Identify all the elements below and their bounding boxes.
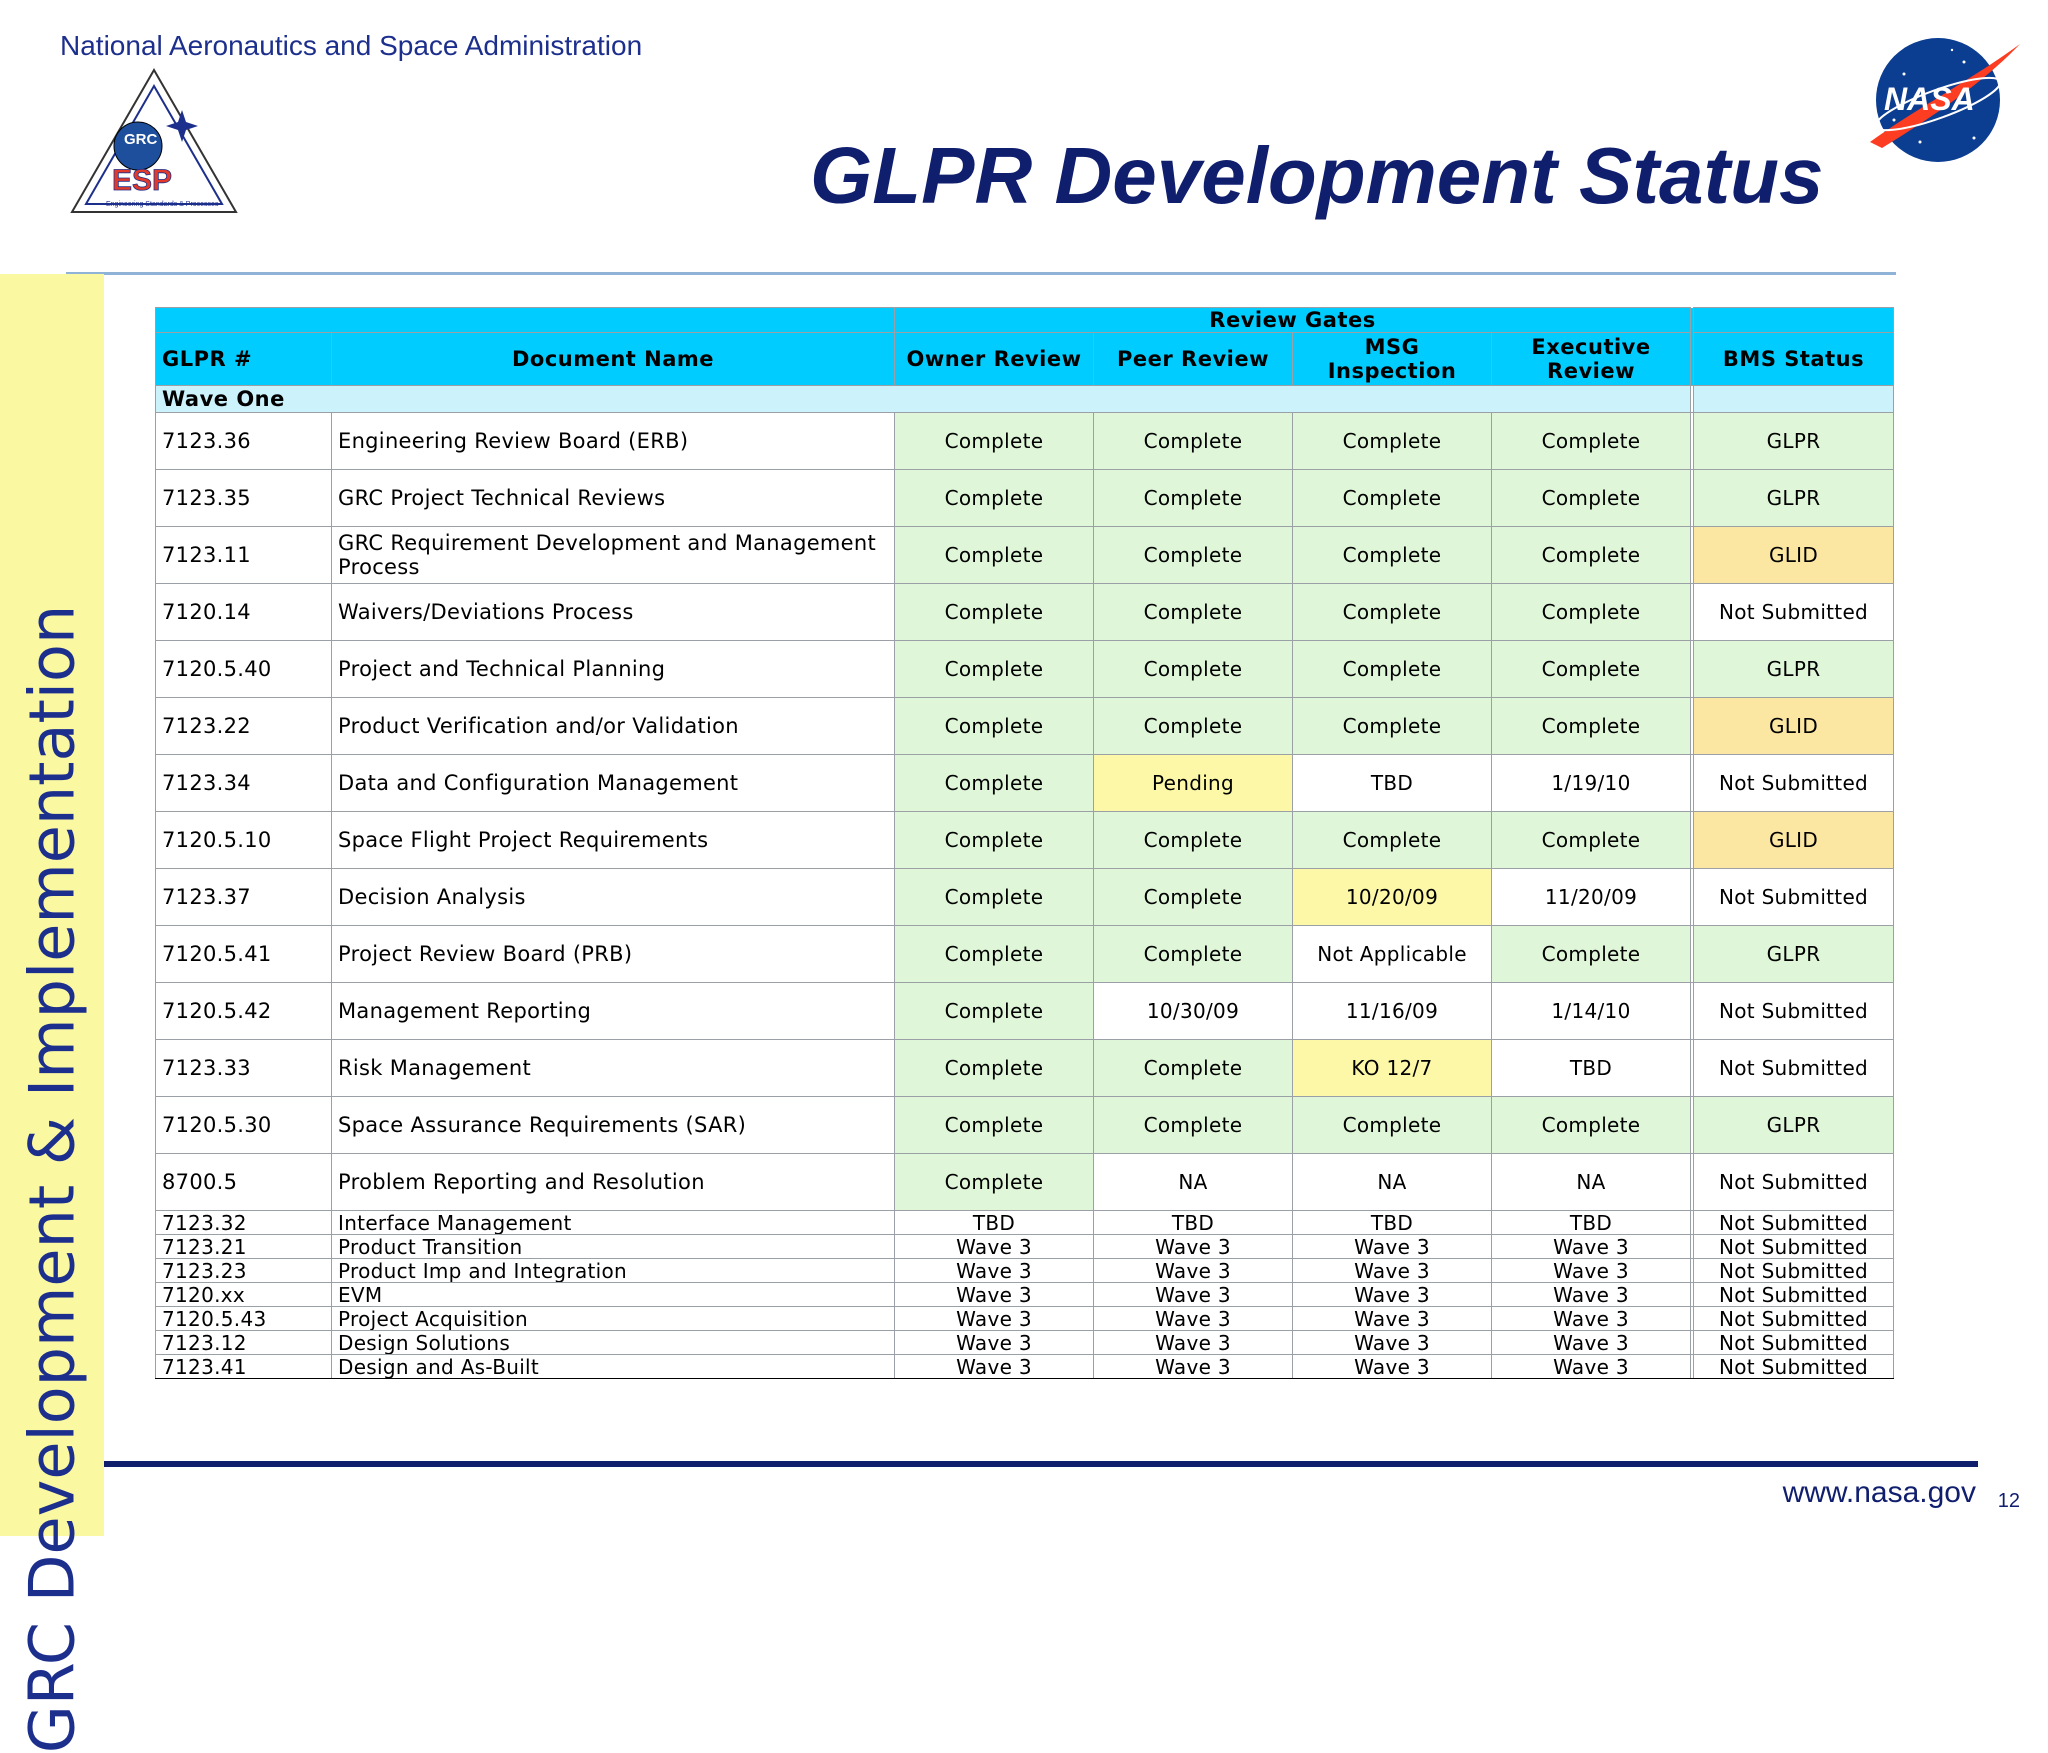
exec-status-cell: Complete bbox=[1492, 641, 1691, 698]
document-name-cell: Engineering Review Board (ERB) bbox=[332, 413, 895, 470]
owner-status-cell: Wave 3 bbox=[895, 1259, 1094, 1283]
exec-status-cell: Complete bbox=[1492, 812, 1691, 869]
exec-status-cell: Complete bbox=[1492, 527, 1691, 584]
grc-esp-logo bbox=[66, 66, 242, 218]
owner-status-cell: Wave 3 bbox=[895, 1307, 1094, 1331]
glpr-number-cell: 7120.5.43 bbox=[156, 1307, 332, 1331]
page-title: GLPR Development Status bbox=[810, 131, 1824, 220]
review-gates-header: Review Gates bbox=[895, 308, 1691, 333]
exec-status-cell: Complete bbox=[1492, 926, 1691, 983]
table-row bbox=[156, 1040, 1894, 1097]
owner-status-cell: Complete bbox=[895, 755, 1094, 812]
exec-status-cell: TBD bbox=[1492, 1040, 1691, 1097]
document-name-cell: Data and Configuration Management bbox=[332, 755, 895, 812]
exec-status-cell: NA bbox=[1492, 1154, 1691, 1211]
organization-name: National Aeronautics and Space Administration bbox=[60, 30, 643, 61]
bms-status-cell: GLID bbox=[1694, 812, 1894, 869]
esp-logo-caption: Engineering Standards & Processes bbox=[106, 201, 219, 208]
document-name-cell: GRC Project Technical Reviews bbox=[332, 470, 895, 527]
peer-status-cell: Wave 3 bbox=[1094, 1235, 1293, 1259]
msg-status-cell: TBD bbox=[1293, 755, 1492, 812]
msg-status-cell: Complete bbox=[1293, 641, 1492, 698]
peer-status-cell: Complete bbox=[1094, 641, 1293, 698]
table-row bbox=[156, 527, 1894, 584]
owner-status-cell: Complete bbox=[895, 812, 1094, 869]
table-row bbox=[156, 698, 1894, 755]
exec-status-cell: Complete bbox=[1492, 584, 1691, 641]
table-row bbox=[156, 1307, 1894, 1331]
peer-status-cell: Pending bbox=[1094, 755, 1293, 812]
bms-status-cell: Not Submitted bbox=[1694, 1259, 1894, 1283]
bms-status-cell: Not Submitted bbox=[1694, 1211, 1894, 1235]
title-divider bbox=[66, 272, 1896, 275]
bms-status-cell: GLPR bbox=[1694, 470, 1894, 527]
owner-status-cell: Complete bbox=[895, 584, 1094, 641]
table-row bbox=[156, 755, 1894, 812]
peer-status-cell: Complete bbox=[1094, 926, 1293, 983]
glpr-number-cell: 7123.11 bbox=[156, 527, 332, 584]
owner-status-cell: Complete bbox=[895, 698, 1094, 755]
nasa-logo-text: NASA bbox=[1884, 81, 1975, 117]
table-row bbox=[156, 1097, 1894, 1154]
glpr-number-cell: 7123.34 bbox=[156, 755, 332, 812]
msg-status-cell: Not Applicable bbox=[1293, 926, 1492, 983]
msg-status-cell: TBD bbox=[1293, 1211, 1492, 1235]
bms-status-cell: Not Submitted bbox=[1694, 1040, 1894, 1097]
table-row bbox=[156, 1235, 1894, 1259]
document-name-cell: EVM bbox=[332, 1283, 895, 1307]
owner-status-cell: Complete bbox=[895, 1154, 1094, 1211]
glpr-number-cell: 7123.22 bbox=[156, 698, 332, 755]
exec-status-cell: Complete bbox=[1492, 1097, 1691, 1154]
glpr-number-cell: 7120.5.30 bbox=[156, 1097, 332, 1154]
owner-status-cell: Wave 3 bbox=[895, 1283, 1094, 1307]
table-row bbox=[156, 1283, 1894, 1307]
document-name-cell: Risk Management bbox=[332, 1040, 895, 1097]
glpr-number-cell: 7123.41 bbox=[156, 1355, 332, 1379]
owner-status-cell: Wave 3 bbox=[895, 1331, 1094, 1355]
peer-status-cell: Complete bbox=[1094, 812, 1293, 869]
msg-inspection-header: MSG Inspection bbox=[1293, 333, 1492, 386]
table-row bbox=[156, 812, 1894, 869]
footer-url: www.nasa.gov bbox=[1782, 1476, 1976, 1509]
glpr-number-cell: 7123.37 bbox=[156, 869, 332, 926]
msg-status-cell: Wave 3 bbox=[1293, 1283, 1492, 1307]
table-row bbox=[156, 1355, 1894, 1379]
msg-status-cell: Wave 3 bbox=[1293, 1259, 1492, 1283]
msg-status-cell: NA bbox=[1293, 1154, 1492, 1211]
sidebar-text: GRC Development & Implementation bbox=[15, 604, 89, 1753]
peer-status-cell: Complete bbox=[1094, 1040, 1293, 1097]
esp-logo-top-text: GRC bbox=[124, 131, 158, 148]
peer-status-cell: Wave 3 bbox=[1094, 1259, 1293, 1283]
bms-status-cell: Not Submitted bbox=[1694, 1331, 1894, 1355]
glpr-status-table bbox=[155, 307, 1894, 1379]
owner-status-cell: Complete bbox=[895, 527, 1094, 584]
table-row bbox=[156, 470, 1894, 527]
msg-status-cell: KO 12/7 bbox=[1293, 1040, 1492, 1097]
nasa-meatball-logo bbox=[1864, 30, 2026, 168]
peer-status-cell: Complete bbox=[1094, 869, 1293, 926]
peer-status-cell: Complete bbox=[1094, 584, 1293, 641]
glpr-number-cell: 7123.21 bbox=[156, 1235, 332, 1259]
peer-status-cell: Complete bbox=[1094, 527, 1293, 584]
document-name-cell: Product Transition bbox=[332, 1235, 895, 1259]
msg-status-cell: Wave 3 bbox=[1293, 1355, 1492, 1379]
glpr-number-cell: 7123.36 bbox=[156, 413, 332, 470]
peer-status-cell: 10/30/09 bbox=[1094, 983, 1293, 1040]
bms-status-header: BMS Status bbox=[1694, 333, 1894, 386]
executive-review-header: Executive Review bbox=[1492, 333, 1691, 386]
owner-status-cell: Complete bbox=[895, 413, 1094, 470]
exec-status-cell: Wave 3 bbox=[1492, 1331, 1691, 1355]
owner-review-header: Owner Review bbox=[895, 333, 1094, 386]
table-row bbox=[156, 1154, 1894, 1211]
bms-status-cell: Not Submitted bbox=[1694, 869, 1894, 926]
msg-status-cell: Complete bbox=[1293, 812, 1492, 869]
msg-status-cell: 11/16/09 bbox=[1293, 983, 1492, 1040]
msg-status-cell: Complete bbox=[1293, 527, 1492, 584]
msg-status-cell: Wave 3 bbox=[1293, 1331, 1492, 1355]
msg-status-cell: Wave 3 bbox=[1293, 1307, 1492, 1331]
glpr-number-cell: 7120.xx bbox=[156, 1283, 332, 1307]
table-row bbox=[156, 584, 1894, 641]
bms-status-cell: GLID bbox=[1694, 698, 1894, 755]
glpr-number-cell: 8700.5 bbox=[156, 1154, 332, 1211]
peer-status-cell: Wave 3 bbox=[1094, 1331, 1293, 1355]
wave-one-row bbox=[156, 386, 1894, 413]
exec-status-cell: TBD bbox=[1492, 1211, 1691, 1235]
document-name-cell: Project and Technical Planning bbox=[332, 641, 895, 698]
sidebar-banner bbox=[0, 274, 104, 1753]
peer-status-cell: TBD bbox=[1094, 1211, 1293, 1235]
bms-status-cell: Not Submitted bbox=[1694, 1235, 1894, 1259]
peer-status-cell: Wave 3 bbox=[1094, 1307, 1293, 1331]
bms-status-cell: GLPR bbox=[1694, 926, 1894, 983]
owner-status-cell: TBD bbox=[895, 1211, 1094, 1235]
owner-status-cell: Complete bbox=[895, 470, 1094, 527]
msg-status-cell: Complete bbox=[1293, 1097, 1492, 1154]
exec-status-cell: Complete bbox=[1492, 470, 1691, 527]
owner-status-cell: Complete bbox=[895, 983, 1094, 1040]
owner-status-cell: Complete bbox=[895, 1097, 1094, 1154]
bms-status-cell: GLPR bbox=[1694, 1097, 1894, 1154]
msg-status-cell: Wave 3 bbox=[1293, 1235, 1492, 1259]
document-name-cell: Project Acquisition bbox=[332, 1307, 895, 1331]
glpr-number-cell: 7123.35 bbox=[156, 470, 332, 527]
bms-status-cell: Not Submitted bbox=[1694, 983, 1894, 1040]
document-name-cell: Problem Reporting and Resolution bbox=[332, 1154, 895, 1211]
bms-status-cell: Not Submitted bbox=[1694, 1307, 1894, 1331]
exec-status-cell: Complete bbox=[1492, 698, 1691, 755]
exec-status-cell: Complete bbox=[1492, 413, 1691, 470]
glpr-number-cell: 7120.5.42 bbox=[156, 983, 332, 1040]
msg-status-cell: Complete bbox=[1293, 413, 1492, 470]
header-spacer bbox=[156, 308, 895, 333]
glpr-number-header: GLPR # bbox=[156, 333, 332, 386]
bms-status-cell: Not Submitted bbox=[1694, 1283, 1894, 1307]
exec-status-cell: 1/19/10 bbox=[1492, 755, 1691, 812]
document-name-cell: Product Verification and/or Validation bbox=[332, 698, 895, 755]
exec-status-cell: 1/14/10 bbox=[1492, 983, 1691, 1040]
glpr-number-cell: 7120.5.10 bbox=[156, 812, 332, 869]
peer-status-cell: Complete bbox=[1094, 413, 1293, 470]
bms-status-cell: GLID bbox=[1694, 527, 1894, 584]
document-name-cell: Space Assurance Requirements (SAR) bbox=[332, 1097, 895, 1154]
document-name-cell: Decision Analysis bbox=[332, 869, 895, 926]
footer-divider bbox=[104, 1461, 1978, 1467]
owner-status-cell: Complete bbox=[895, 1040, 1094, 1097]
exec-status-cell: 11/20/09 bbox=[1492, 869, 1691, 926]
document-name-cell: Design Solutions bbox=[332, 1331, 895, 1355]
table-row bbox=[156, 641, 1894, 698]
document-name-cell: Waivers/Deviations Process bbox=[332, 584, 895, 641]
owner-status-cell: Complete bbox=[895, 926, 1094, 983]
table-row bbox=[156, 926, 1894, 983]
exec-status-cell: Wave 3 bbox=[1492, 1235, 1691, 1259]
document-name-header: Document Name bbox=[332, 333, 895, 386]
owner-status-cell: Complete bbox=[895, 641, 1094, 698]
msg-status-cell: 10/20/09 bbox=[1293, 869, 1492, 926]
glpr-number-cell: 7123.23 bbox=[156, 1259, 332, 1283]
exec-status-cell: Wave 3 bbox=[1492, 1283, 1691, 1307]
exec-status-cell: Wave 3 bbox=[1492, 1259, 1691, 1283]
document-name-cell: Management Reporting bbox=[332, 983, 895, 1040]
document-name-cell: Project Review Board (PRB) bbox=[332, 926, 895, 983]
document-name-cell: Space Flight Project Requirements bbox=[332, 812, 895, 869]
bms-status-cell: Not Submitted bbox=[1694, 755, 1894, 812]
peer-status-cell: Wave 3 bbox=[1094, 1355, 1293, 1379]
exec-status-cell: Wave 3 bbox=[1492, 1307, 1691, 1331]
msg-status-cell: Complete bbox=[1293, 584, 1492, 641]
glpr-number-cell: 7120.14 bbox=[156, 584, 332, 641]
bms-status-cell: Not Submitted bbox=[1694, 1355, 1894, 1379]
wave-one-bms-cell bbox=[1694, 386, 1894, 413]
peer-status-cell: NA bbox=[1094, 1154, 1293, 1211]
bms-status-cell: Not Submitted bbox=[1694, 1154, 1894, 1211]
peer-status-cell: Complete bbox=[1094, 698, 1293, 755]
glpr-number-cell: 7120.5.41 bbox=[156, 926, 332, 983]
table-row bbox=[156, 413, 1894, 470]
document-name-cell: Product Imp and Integration bbox=[332, 1259, 895, 1283]
glpr-number-cell: 7123.33 bbox=[156, 1040, 332, 1097]
document-name-cell: Interface Management bbox=[332, 1211, 895, 1235]
bms-status-cell: GLPR bbox=[1694, 413, 1894, 470]
bms-header-spacer bbox=[1694, 308, 1894, 333]
exec-status-cell: Wave 3 bbox=[1492, 1355, 1691, 1379]
bms-status-cell: Not Submitted bbox=[1694, 584, 1894, 641]
table-row bbox=[156, 1331, 1894, 1355]
document-name-cell: Design and As-Built bbox=[332, 1355, 895, 1379]
table-row bbox=[156, 983, 1894, 1040]
document-name-cell: GRC Requirement Development and Management Process bbox=[332, 527, 895, 584]
table-row bbox=[156, 1259, 1894, 1283]
msg-status-cell: Complete bbox=[1293, 470, 1492, 527]
esp-logo-bottom-text: ESP bbox=[112, 164, 173, 197]
owner-status-cell: Complete bbox=[895, 869, 1094, 926]
peer-status-cell: Complete bbox=[1094, 1097, 1293, 1154]
owner-status-cell: Wave 3 bbox=[895, 1355, 1094, 1379]
glpr-number-cell: 7123.32 bbox=[156, 1211, 332, 1235]
table-row bbox=[156, 869, 1894, 926]
glpr-number-cell: 7123.12 bbox=[156, 1331, 332, 1355]
bms-status-cell: GLPR bbox=[1694, 641, 1894, 698]
glpr-number-cell: 7120.5.40 bbox=[156, 641, 332, 698]
peer-review-header: Peer Review bbox=[1094, 333, 1293, 386]
owner-status-cell: Wave 3 bbox=[895, 1235, 1094, 1259]
peer-status-cell: Wave 3 bbox=[1094, 1283, 1293, 1307]
peer-status-cell: Complete bbox=[1094, 470, 1293, 527]
page-number: 12 bbox=[1997, 1490, 2020, 1512]
table-row bbox=[156, 1211, 1894, 1235]
msg-status-cell: Complete bbox=[1293, 698, 1492, 755]
wave-one-label: Wave One bbox=[156, 386, 1691, 413]
